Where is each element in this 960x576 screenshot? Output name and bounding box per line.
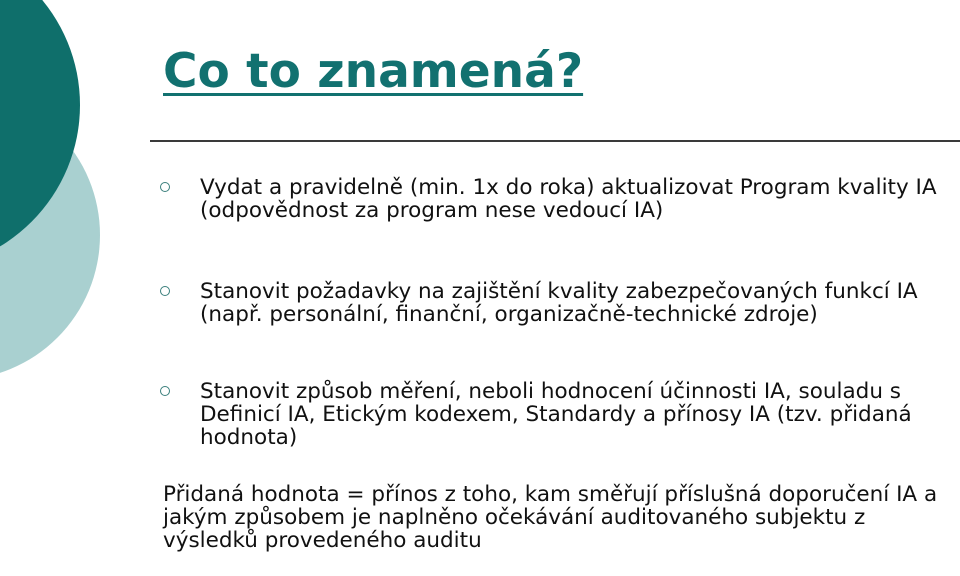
circle-bullet-icon	[160, 182, 170, 192]
summary-paragraph: Přidaná hodnota = přínos z toho, kam směřují příslušná doporučení IA a jakým způsobem je naplněno očekávání auditovaného subjektu z výsledků provedeného auditu	[163, 482, 938, 553]
title-divider	[150, 140, 960, 142]
circle-bullet-icon	[160, 286, 170, 296]
bullet-text: Vydat a pravidelně (min. 1x do roka) aktualizovat Program kvality IA (odpovědnost za program nese vedoucí IA)	[200, 175, 937, 223]
bullet-text: Stanovit požadavky na zajištění kvality zabezpečovaných funkcí IA (např. personální, finanční, organizačně-technické zdroje)	[200, 279, 918, 327]
circle-bullet-icon	[160, 386, 170, 396]
slide-title: Co to znamená?	[163, 44, 584, 99]
bullet-text: Stanovit způsob měření, neboli hodnocení účinnosti IA, souladu s Definicí IA, Etickým kodexem, Standardy a přínosy IA (tzv. přidaná hodnota)	[200, 379, 912, 450]
